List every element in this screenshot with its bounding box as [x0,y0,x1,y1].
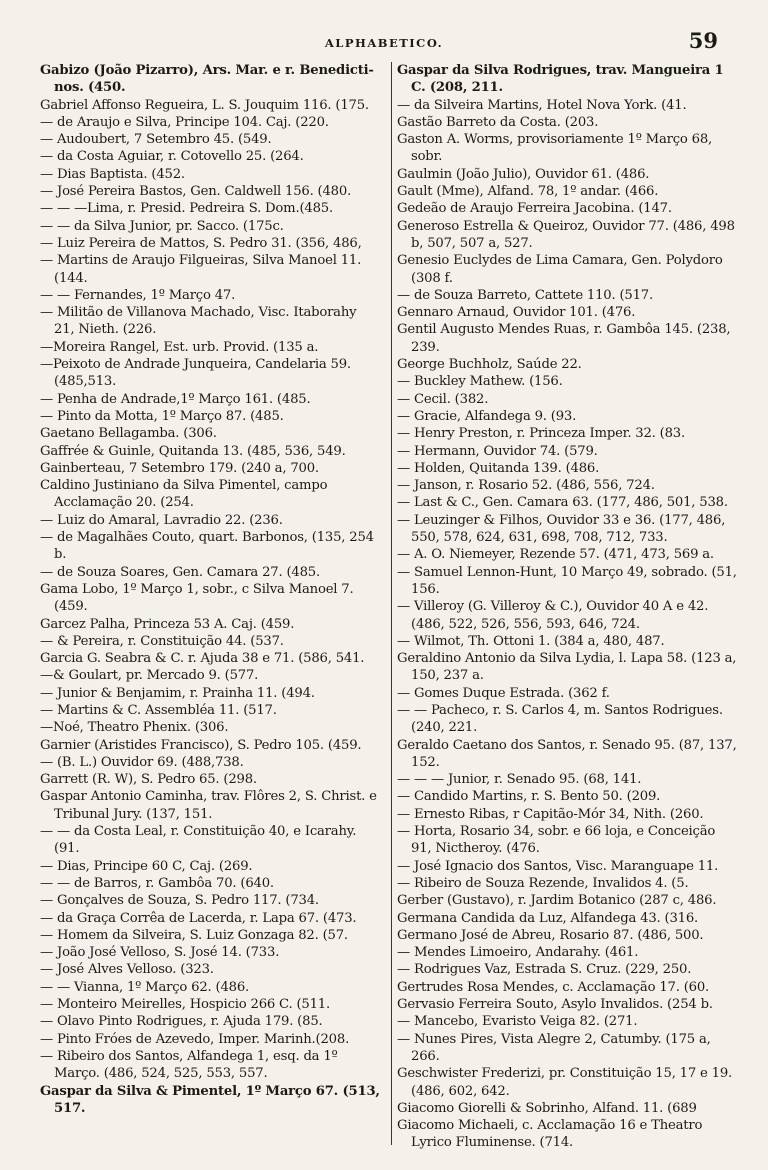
directory-entry: — da Costa Aguiar, r. Cotovello 25. (264. [40,149,304,165]
directory-entry: — de Magalhães Couto, quart. Barbonos, (135, 254 b. [40,530,374,563]
page-number: 59 [688,28,718,53]
directory-entry: Gerber (Gustavo), r. Jardim Botanico (287 c, 486. [397,893,717,909]
directory-entry: — da Graça Corrêa de Lacerda, r. Lapa 67. (473. [40,910,357,926]
directory-entry: — Gracie, Alfandega 9. (93. [397,408,577,424]
directory-entry: Gastão Barreto da Costa. (203. [397,114,599,130]
directory-entry: Gainberteau, 7 Setembro 179. (240 a, 700. [40,460,319,476]
directory-entry: — Horta, Rosario 34, sobr. e 66 loja, e Conceição 91, Nictheroy. (476. [397,824,716,857]
directory-entry: — Mendes Limoeiro, Andarahy. (461. [397,945,639,961]
directory-entry: — Holden, Quitanda 139. (486. [397,460,600,476]
directory-entry: — Janson, r. Rosario 52. (486, 556, 724. [397,478,655,494]
directory-entry: Caldino Justiniano da Silva Pimentel, campo Acclamação 20. (254. [40,478,328,511]
directory-entry: — Candido Martins, r. S. Bento 50. (209. [397,789,661,805]
directory-entry: —& Goulart, pr. Mercado 9. (577. [40,668,259,684]
directory-entry: — Cecil. (382. [397,391,489,407]
directory-entry: Geraldino Antonio da Silva Lydia, l. Lapa 58. (123 a, 150, 237 a. [397,651,737,684]
directory-entry: — João José Velloso, S. José 14. (733. [40,945,280,961]
directory-entry: Giacomo Giorelli & Sobrinho, Alfand. 11. (689 [397,1100,697,1116]
directory-entry: — Martins de Araujo Filgueiras, Silva Manoel 11. (144. [40,253,362,286]
directory-entry: — — de Barros, r. Gambôa 70. (640. [40,875,274,891]
directory-entry: — Ribeiro dos Santos, Alfandega 1, esq. da 1º Março. (486, 524, 525, 553, 557. [40,1048,338,1082]
directory-entry: — Audoubert, 7 Setembro 45. (549. [40,132,272,148]
directory-entry: — de Souza Barreto, Cattete 110. (517. [397,287,653,303]
directory-entry: — A. O. Niemeyer, Rezende 57. (471, 473, 569 a. [397,547,714,563]
directory-entry: Gaulmin (João Julio), Ouvidor 61. (486. [397,166,650,182]
column-divider [391,62,392,1145]
directory-entry: — Luiz Pereira de Mattos, S. Pedro 31. (356, 486, [40,235,362,251]
directory-entry: Gaspar da Silva & Pimentel, 1º Março 67. (513, 517. [40,1083,380,1116]
page-title: ALPHABETICO. [324,36,444,50]
directory-entry: — Olavo Pinto Rodrigues, r. Ajuda 179. (85. [40,1014,323,1030]
page-header [0,28,768,54]
directory-entry: — da Silveira Martins, Hotel Nova York. (41. [397,97,687,113]
directory-entry: Gertrudes Rosa Mendes, c. Acclamação 17. (60. [397,979,710,995]
directory-entry: — Martins & C. Assembléa 11. (517. [40,702,277,718]
directory-entry: Gaffrée & Guinle, Quitanda 13. (485, 536, 549. [40,443,346,459]
directory-entry: — (B. L.) Ouvidor 69. (488,738. [40,754,244,770]
directory-entry: Gama Lobo, 1º Março 1, sobr., c Silva Manoel 7. (459. [40,581,354,615]
directory-entry: — — Fernandes, 1º Março 47. [40,287,236,303]
directory-entry: — Monteiro Meirelles, Hospicio 266 C. (511. [40,997,330,1013]
directory-entry: — Militão de Villanova Machado, Visc. Itaborahy 21, Nieth. (226. [40,305,357,338]
directory-entry: Gennaro Arnaud, Ouvidor 101. (476. [397,305,636,321]
directory-entry: Geraldo Caetano dos Santos, r. Senado 95. (87, 137, 152. [397,737,737,770]
directory-entry: — Gomes Duque Estrada. (362 f. [397,685,610,701]
directory-entry: — Dias Baptista. (452. [40,166,185,182]
directory-entry: Garcez Palha, Princeza 53 A. Caj. (459. [40,616,295,632]
right-column [397,62,737,1152]
directory-entry: Gaston A. Worms, provisoriamente 1º Março 68, sobr. [397,132,713,165]
directory-entry: Gault (Mme), Alfand. 78, 1º andar. (466. [397,184,659,200]
directory-entry: — Ernesto Ribas, r Capitão-Mór 34, Nith. (260. [397,806,704,822]
directory-entry: Gabriel Affonso Regueira, L. S. Jouquim 116. (175. [40,97,369,113]
directory-entry: Garrett (R. W), S. Pedro 65. (298. [40,772,257,788]
directory-entry: — Nunes Pires, Vista Alegre 2, Catumby. (175 a, 266. [397,1031,711,1064]
directory-entry: — de Araujo e Silva, Principe 104. Caj. (220. [40,114,329,130]
directory-entry: Gervasio Ferreira Souto, Asylo Invalidos. (254 b. [397,997,713,1013]
directory-entry: Genesio Euclydes de Lima Camara, Gen. Polydoro (308 f. [397,253,723,286]
directory-entry: Geschwister Frederizi, pr. Constituição 15, 17 e 19. (486, 602, 642. [397,1066,733,1099]
directory-entry: — Samuel Lennon-Hunt, 10 Março 49, sobrado. (51, 156. [397,564,737,597]
directory-entry: — José Ignacio dos Santos, Visc. Maranguape 11. [397,858,719,874]
directory-entry: — Junior & Benjamim, r. Prainha 11. (494. [40,685,315,701]
directory-entry: — José Alves Velloso. (323. [40,962,214,978]
directory-entry: — & Pereira, r. Constituição 44. (537. [40,633,284,649]
directory-entry: — Buckley Mathew. (156. [397,374,563,390]
directory-entry: — Mancebo, Evaristo Veiga 82. (271. [397,1014,638,1030]
directory-entry: George Buchholz, Saúde 22. [397,357,582,373]
directory-entry: — — da Costa Leal, r. Constituição 40, e Icarahy. (91. [40,824,357,857]
directory-entry: — Wilmot, Th. Ottoni 1. (384 a, 480, 487. [397,633,665,649]
directory-entry: — Rodrigues Vaz, Estrada S. Cruz. (229, 250. [397,962,692,978]
directory-entry: Garnier (Aristides Francisco), S. Pedro 105. (459. [40,737,362,753]
directory-entry: —Moreira Rangel, Est. urb. Provid. (135 a. [40,339,319,355]
directory-entry: Gaspar Antonio Caminha, trav. Flôres 2, S. Christ. e Tribunal Jury. (137, 151. [40,789,377,822]
directory-entry: — Penha de Andrade,1º Março 161. (485. [40,391,311,407]
directory-entry: Garcia G. Seabra & C. r. Ajuda 38 e 71. (586, 541. [40,651,365,667]
directory-entry: — — Vianna, 1º Março 62. (486. [40,979,250,995]
directory-entry: Gaetano Bellagamba. (306. [40,426,217,442]
directory-entry: — Villeroy (G. Villeroy & C.), Ouvidor 40 A e 42. (486, 522, 526, 556, 593, 646, 724. [397,599,709,632]
directory-entry: — Dias, Principe 60 C, Caj. (269. [40,858,253,874]
directory-entry: Gentil Augusto Mendes Ruas, r. Gambôa 145. (238, 239. [397,322,731,355]
directory-entry: — Luiz do Amaral, Lavradio 22. (236. [40,512,283,528]
directory-entry: — Pinto Fróes de Azevedo, Imper. Marinh.(208. [40,1031,350,1047]
directory-entry: —Noé, Theatro Phenix. (306. [40,720,229,736]
directory-entry: — Henry Preston, r. Princeza Imper. 32. (83. [397,426,685,442]
directory-entry: — Last & C., Gen. Camara 63. (177, 486, 501, 538. [397,495,728,511]
directory-entry: — Leuzinger & Filhos, Ouvidor 33 e 36. (177, 486, 550, 578, 624, 631, 698, 708, 712, 733. [397,512,726,546]
directory-entry: — — Pacheco, r. S. Carlos 4, m. Santos Rodrigues. (240, 221. [397,702,723,736]
directory-entry: Generoso Estrella & Queiroz, Ouvidor 77. (486, 498 b, 507, 507 a, 527. [397,218,735,251]
directory-entry: Germana Candida da Luz, Alfandega 43. (316. [397,910,699,926]
directory-entry: Gabizo (João Pizarro), Ars. Mar. e r. Benedicti-nos. (450. [40,63,374,96]
directory-entry: — José Pereira Bastos, Gen. Caldwell 156. (480. [40,184,352,200]
left-column [40,62,380,1117]
directory-entry: — Gonçalves de Souza, S. Pedro 117. (734. [40,893,319,909]
directory-entry: —Peixoto de Andrade Junqueira, Candelaria 59. (485,513. [40,357,351,390]
directory-entry: Gedeão de Araujo Ferreira Jacobina. (147. [397,201,672,217]
directory-entry: — — —Lima, r. Presid. Pedreira S. Dom.(485. [40,201,333,217]
directory-entry: — Hermann, Ouvidor 74. (579. [397,443,598,459]
directory-entry: — — da Silva Junior, pr. Sacco. (175c. [40,218,284,234]
directory-entry: Giacomo Michaeli, c. Acclamação 16 e Theatro Lyrico Fluminense. (714. [397,1118,703,1151]
directory-entry: — Ribeiro de Souza Rezende, Invalidos 4. (5. [397,875,689,891]
directory-entry: Gaspar da Silva Rodrigues, trav. Mangueira 1 C. (208, 211. [397,63,724,96]
directory-entry: Germano José de Abreu, Rosario 87. (486, 500. [397,927,704,943]
directory-entry: — — — Junior, r. Senado 95. (68, 141. [397,772,642,788]
directory-entry: — Pinto da Motta, 1º Março 87. (485. [40,408,284,424]
directory-entry: — de Souza Soares, Gen. Camara 27. (485. [40,564,320,580]
directory-entry: — Homem da Silveira, S. Luiz Gonzaga 82. (57. [40,927,348,943]
